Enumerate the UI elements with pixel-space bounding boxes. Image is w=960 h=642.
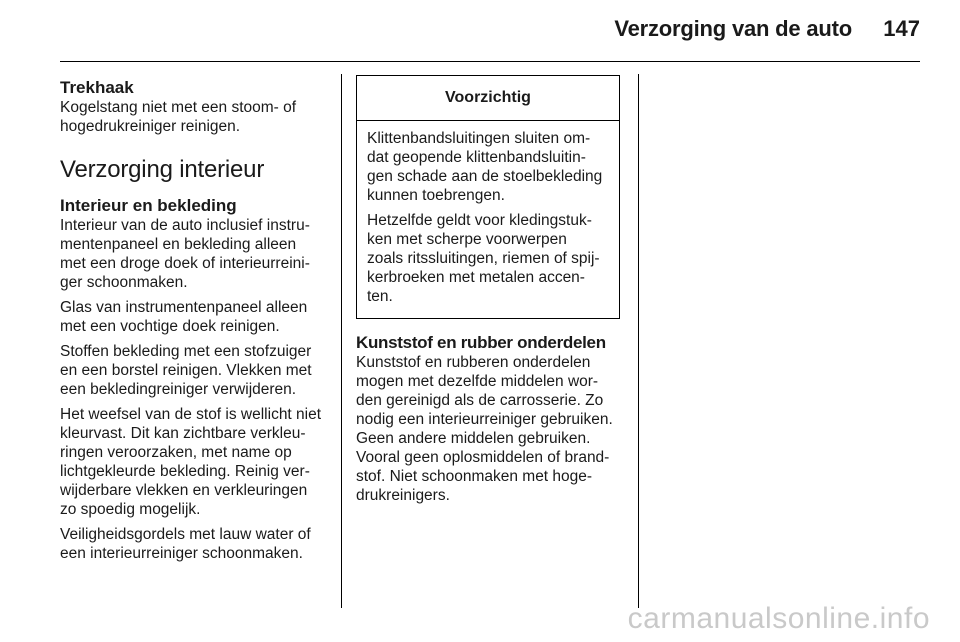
text-line: ringen veroorzaken, met name op (60, 444, 292, 461)
watermark: carmanualsonline.info (627, 602, 930, 635)
text-line: kunnen toebrengen. (367, 187, 505, 204)
text-line: ten. (367, 288, 393, 305)
caution-box (356, 75, 620, 319)
text-line: Vooral geen oplosmiddelen of brand- (356, 449, 610, 466)
text-line: kleurvast. Dit kan zichtbare verkleu- (60, 425, 306, 442)
interieur-paragraph (60, 405, 336, 519)
text-line: nodig een interieurreiniger gebruiken. (356, 411, 613, 428)
text-line: drukreinigers. (356, 487, 450, 504)
interieur-heading: Interieur en bekleding (60, 196, 237, 215)
text-line: ken met scherpe voorwerpen (367, 231, 567, 248)
interieur-paragraph (60, 298, 336, 336)
caution-paragraph (367, 211, 611, 306)
text-line: Glas van instrumentenpaneel alleen (60, 299, 308, 316)
text-line: stof. Niet schoonmaken met hoge- (356, 468, 593, 485)
text-line: mentenpaneel en bekleding alleen (60, 236, 297, 253)
text-line: Stoffen bekleding met een stofzuiger (60, 343, 312, 360)
text-line: Veiligheidsgordels met lauw water of (60, 526, 311, 543)
text-line: zoals ritssluitingen, riemen of spij- (367, 250, 600, 267)
text-line: een interieurreiniger schoonmaken. (60, 545, 303, 562)
text-line: Kogelstang niet met een stoom- of (60, 99, 297, 116)
section-heading-verzorging-interieur: Verzorging interieur (60, 156, 265, 183)
text-line: met een droge doek of interieurreini- (60, 255, 310, 272)
header-divider (60, 61, 920, 62)
text-line: een bekledingreiniger verwijderen. (60, 381, 297, 398)
interieur-paragraph (60, 525, 336, 563)
text-line: hogedrukreiniger reinigen. (60, 118, 241, 135)
text-line: Hetzelfde geldt voor kledingstuk- (367, 212, 592, 229)
caution-body (357, 121, 619, 318)
middle-column (356, 75, 626, 511)
text-line: Geen andere middelen gebruiken. (356, 430, 591, 447)
text-line: ger schoonmaken. (60, 274, 188, 291)
text-line: zo spoedig mogelijk. (60, 501, 201, 518)
text-line: lichtgekleurde bekleding. Reinig ver- (60, 463, 310, 480)
text-line: Kunststof en rubberen onderdelen (356, 354, 591, 371)
text-line: met een vochtige doek reinigen. (60, 318, 280, 335)
caution-title: Voorzichtig (357, 76, 619, 121)
text-line: Interieur van de auto inclusief instru- (60, 217, 310, 234)
interieur-paragraph (60, 342, 336, 399)
text-line: wijderbare vlekken en verkleuringen (60, 482, 308, 499)
text-line: Klittenbandsluitingen sluiten om- (367, 130, 591, 147)
text-line: gen schade aan de stoelbekleding (367, 168, 603, 185)
text-line: Het weefsel van de stof is wellicht niet (60, 406, 322, 423)
page-number: 147 (883, 16, 920, 41)
page-header-title: Verzorging van de auto (614, 16, 852, 41)
text-line: dat geopende klittenbandsluitin- (367, 149, 586, 166)
caution-paragraph (367, 129, 611, 205)
kunststof-heading: Kunststof en rubber onderdelen (356, 333, 606, 352)
interieur-paragraph (60, 216, 336, 292)
kunststof-paragraph (356, 353, 626, 505)
text-line: kerbroeken met metalen accen- (367, 269, 585, 286)
column-divider-left (341, 74, 342, 608)
trekhaak-paragraph (60, 98, 336, 136)
trekhaak-heading: Trekhaak (60, 78, 134, 97)
column-divider-right (638, 74, 639, 608)
left-column (60, 78, 336, 569)
text-line: mogen met dezelfde middelen wor- (356, 373, 599, 390)
text-line: en een borstel reinigen. Vlekken met (60, 362, 312, 379)
text-line: den gereinigd als de carrosserie. Zo (356, 392, 604, 409)
